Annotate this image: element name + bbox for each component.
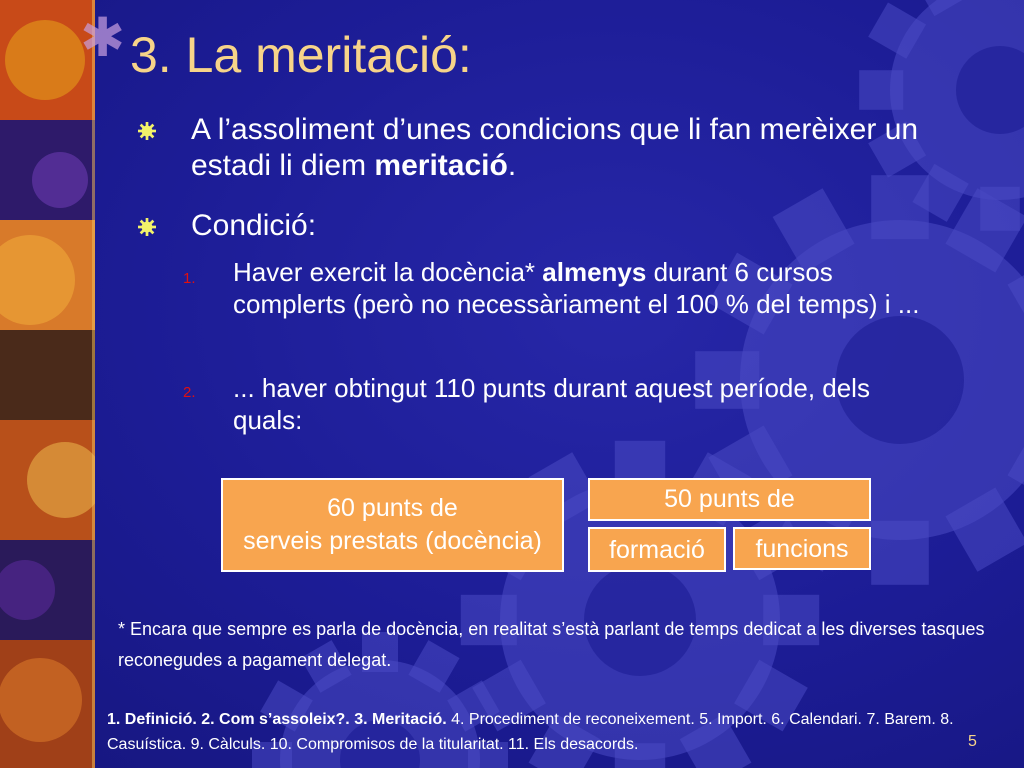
sub-item-text: Haver exercit la docència* — [233, 257, 543, 287]
bullet-bold-term: meritació — [374, 149, 508, 182]
box-funcions — [733, 527, 871, 570]
gear-bullet-icon — [138, 122, 156, 140]
sub-item-text-end: durant 6 cursos complerts (però no necessàriament el 100 % del temps) i ... — [233, 257, 920, 319]
gear-bullet-icon — [138, 218, 156, 236]
bullet-text: A l’assoliment d’unes condicions que li fan merèixer un estadi li diem — [191, 113, 919, 182]
footer-current-sections: 1. Definició. 2. Com s’assoleix?. 3. Meritació. — [107, 711, 447, 728]
box-text: 50 punts de — [664, 485, 795, 513]
box-formacio — [588, 527, 726, 572]
footnote: * Encara que sempre es parla de docència, en realitat s’està parlant de temps dedicat a les diverses tasques reconegudes a pagament delegat. — [118, 619, 985, 670]
box-text: formació — [609, 536, 705, 564]
footer-outline — [107, 707, 997, 757]
decorative-asterisk: ✱ — [80, 8, 126, 68]
sub-item-bold: almenys — [542, 257, 647, 287]
box-50-punts — [588, 478, 871, 521]
bullet-condicio: Condició: — [191, 209, 317, 242]
sub-item-2: ... haver obtingut 110 punts durant aquest període, dels quals: — [233, 373, 870, 435]
box-text-line1: 60 punts de — [327, 494, 458, 522]
bullet-text-end: . — [507, 149, 517, 182]
decorative-gear-strip — [0, 0, 95, 768]
page-number: 5 — [968, 733, 977, 750]
footer-remaining-sections: 4. Procediment de reconeixement. 5. Import. 6. Calendari. 7. Barem. 8. Casuística. 9. Càlculs. 10. Compromisos de la titularitat. 11. Els desacords. — [107, 711, 954, 753]
bullet-meritacio — [191, 112, 951, 184]
slide-title: 3. La meritació: — [130, 27, 472, 83]
box-text-line2: serveis prestats (docència) — [243, 527, 542, 555]
box-text: funcions — [755, 535, 849, 563]
sub-item-1 — [233, 256, 933, 320]
sub-item-number: 2. — [183, 384, 196, 401]
sub-item-number: 1. — [183, 270, 196, 287]
box-serveis-prestats — [221, 478, 564, 572]
